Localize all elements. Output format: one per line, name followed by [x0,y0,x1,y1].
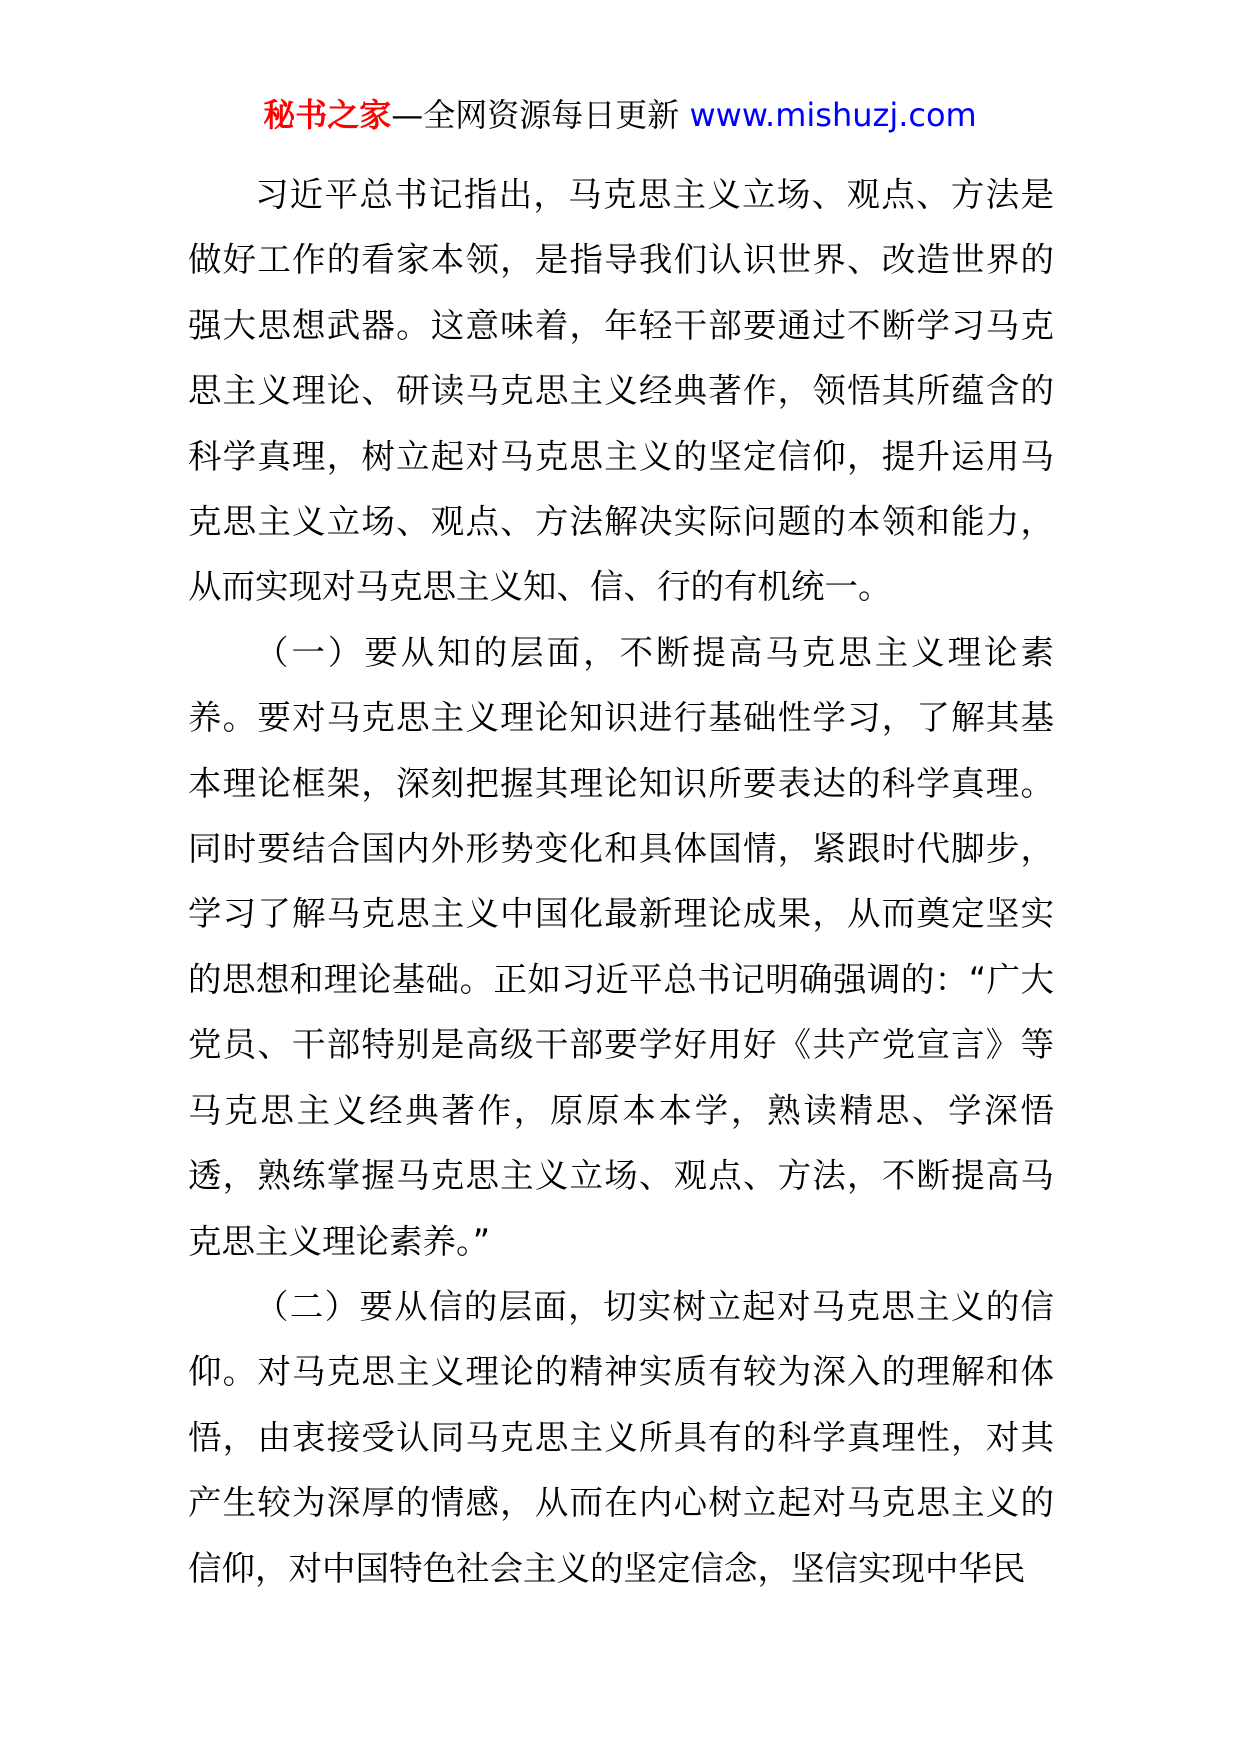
paragraph-section-1: （一）要从知的层面，不断提高马克思主义理论素养。要对马克思主义理论知识进行基础性学习，了解其基本理论框架，深刻把握其理论知识所要表达的科学真理。同时要结合国内外形势变化和具体国情，紧跟时代脚步，学习了解马克思主义中国化最新理论成果，从而奠定坚实的思想和理论基础。正如习近平总书记明确强调的：“广大党员、干部特别是高级干部要学好用好《共产党宣言》等马克思主义经典著作，原原本本学，熟读精思、学深悟透，熟练掌握马克思主义立场、观点、方法，不断提高马克思主义理论素养。” [188,632,1054,1261]
paragraph-section-2: （二）要从信的层面，切实树立起对马克思主义的信仰。对马克思主义理论的精神实质有较为深入的理解和体悟，由衷接受认同马克思主义所具有的科学真理性，对其产生较为深厚的情感，从而在内心树立起对马克思主义的信仰，对中国特色社会主义的坚定信念，坚信实现中华民 [188,1286,1054,1588]
document-body [188,162,1054,1601]
site-url-link[interactable]: www.mishuzj.com [689,96,977,134]
site-header [0,93,1240,137]
header-tagline: —全网资源每日更新 [391,96,680,134]
brand-name: 秘书之家 [263,96,392,134]
paragraph-intro: 习近平总书记指出，马克思主义立场、观点、方法是做好工作的看家本领，是指导我们认识世界、改造世界的强大思想武器。这意味着，年轻干部要通过不断学习马克思主义理论、研读马克思主义经典著作，领悟其所蕴含的科学真理，树立起对马克思主义的坚定信仰，提升运用马克思主义立场、观点、方法解决实际问题的本领和能力，从而实现对马克思主义知、信、行的有机统一。 [188,175,1054,607]
